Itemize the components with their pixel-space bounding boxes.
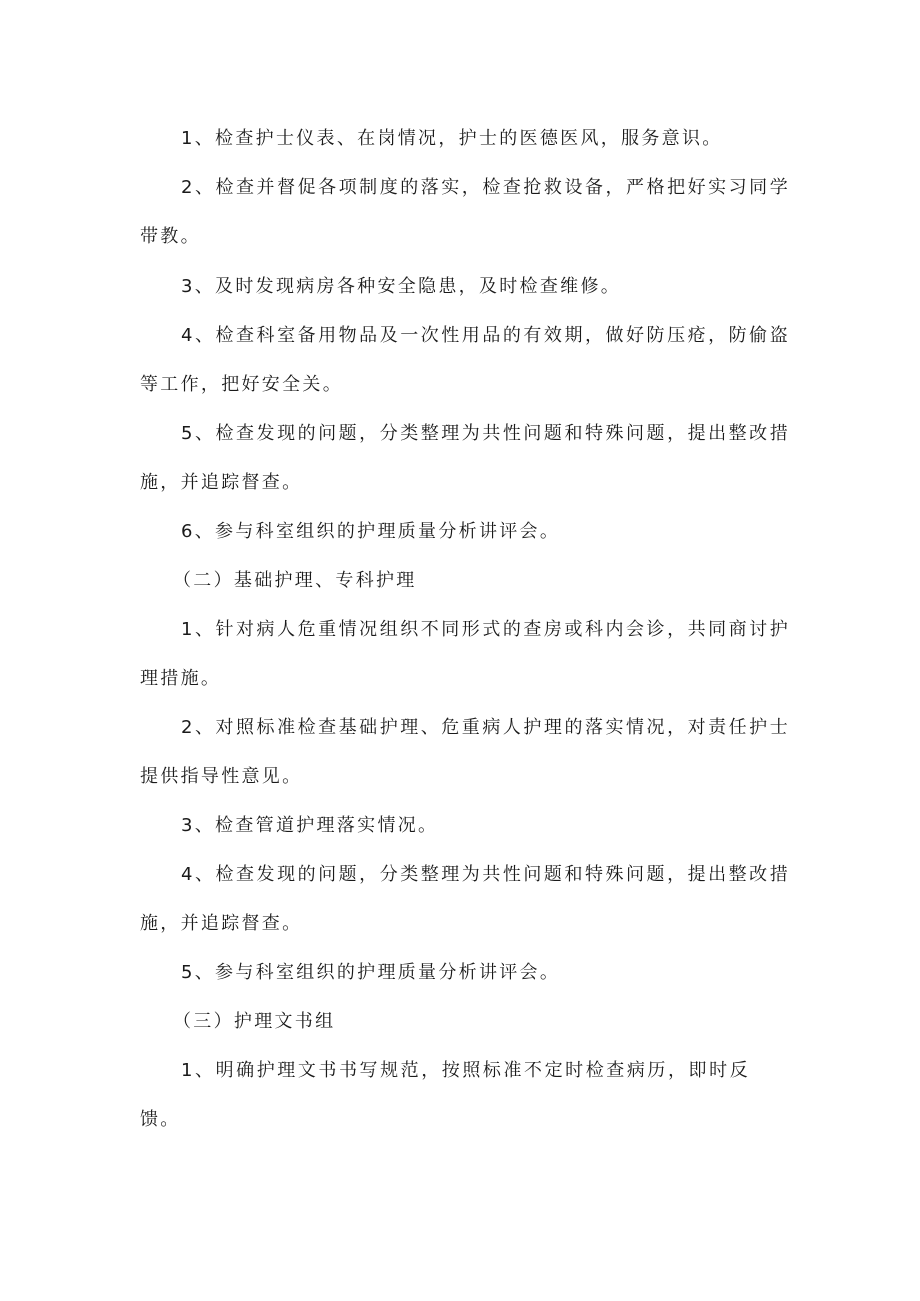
list-item: 5、参与科室组织的护理质量分析讲评会。 xyxy=(181,962,561,983)
list-item: 3、检查管道护理落实情况。 xyxy=(181,815,439,836)
section-heading: （二）基础护理、专科护理 xyxy=(173,570,417,591)
list-item: 2、对照标准检查基础护理、危重病人护理的落实情况，对责任护士提供指导性意见。 xyxy=(140,717,790,787)
list-item: 6、参与科室组织的护理质量分析讲评会。 xyxy=(181,521,561,542)
list-item: 2、检查并督促各项制度的落实，检查抢救设备，严格把好实习同学带教。 xyxy=(140,177,790,247)
list-item: 5、检查发现的问题，分类整理为共性问题和特殊问题，提出整改措施，并追踪督查。 xyxy=(140,423,790,493)
list-item: 4、检查科室备用物品及一次性用品的有效期，做好防压疮，防偷盗等工作，把好安全关。 xyxy=(140,325,790,395)
section-heading: （三）护理文书组 xyxy=(173,1011,336,1032)
list-item: 4、检查发现的问题，分类整理为共性问题和特殊问题，提出整改措施，并追踪督查。 xyxy=(140,864,790,934)
list-item: 1、检查护士仪表、在岗情况，护士的医德医风，服务意识。 xyxy=(181,128,723,149)
list-item: 1、明确护理文书书写规范，按照标准不定时检查病历，即时反馈。 xyxy=(140,1060,750,1130)
list-item: 1、针对病人危重情况组织不同形式的查房或科内会诊，共同商讨护理措施。 xyxy=(140,619,790,689)
list-item: 3、及时发现病房各种安全隐患，及时检查维修。 xyxy=(181,276,622,297)
